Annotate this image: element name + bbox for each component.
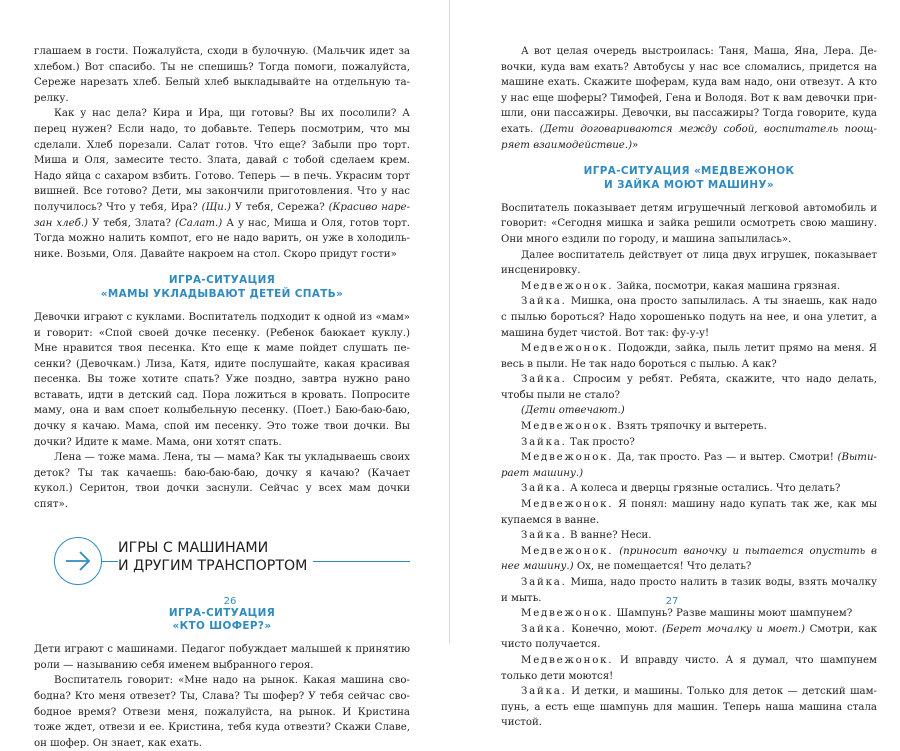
paragraph: А вот целая очередь выстроилась: Таня, Маша, Яна, Лера. Девочки, куда вам ехать? Автобусы у нас все сломались, придется на машине ехать. Скажите шоферам, куда вам надо, они отвезут. А кто у нас еще шоферы? Тимофей, Гена и Володя. Вот к вам девочки пришли, они пассажиры. Девочки, вы пассажиры? Тогда говорите, куда ехать. (Дети договариваются между собой, воспитатель поощряет взаимодействие.)» bbox=[501, 46, 877, 151]
left-page bbox=[34, 44, 410, 751]
dialogue-line: Зайка. А колеса и дверцы грязные остались. Что делать? bbox=[521, 483, 841, 495]
arrow-right-icon bbox=[64, 550, 92, 572]
dialogue-line: Медвежонок. Подожди, зайка, пыль летит прямо на меня. Я весь в пыли. Не так надо бороться с пылью. А как? bbox=[501, 343, 877, 370]
section-heading bbox=[34, 535, 410, 593]
dialogue-line: Медвежонок. Да, так просто. Раз — и вытер. Смотри! (Вытирает машину.) bbox=[501, 452, 877, 479]
dialogue-line: Медвежонок. Взять тряпочку и вытереть. bbox=[521, 421, 767, 433]
subsection-heading: ИГРА-СИТУАЦИЯ «МАМЫ УКЛАДЫВАЮТ ДЕТЕЙ СПАТЬ» bbox=[100, 274, 344, 301]
paragraph: Как у нас дела? Кира и Ира, щи готовы? Вы их посолили? А перец нужен? Если надо, то добавьте. Теперь посмотрим, что мы сделали. Хлеб порезали. Салат готов. Что еще? Забыли про торт. Миша и Оля, замесите тесто. Злата, давай с тобой сделаем крем. Надо яйца с сахаром взбить. Готово. Теперь — в печь. Украсим торт вишней. Все готово? Дети, мы закончили приготовления. Что у нас получилось? Что у тебя, Ира? (Щи.) У тебя, Сережа? (Красиво нарезан хлеб.) У тебя, Злата? (Салат.) А у нас, Миша и Оля, готов торт. Тогда можно налить компот, его не надо варить, он уже в холoдильнике. Возьми, Оля. Давайте накроем на стол. Скоро придут гости» bbox=[34, 108, 411, 260]
right-page bbox=[501, 44, 877, 731]
subsection-heading: ИГРА-СИТУАЦИЯ «КТО ШОФЕР?» bbox=[168, 606, 276, 633]
dialogue-line: Медвежонок. Шампунь? Разве машины моют шампунем? bbox=[521, 608, 853, 620]
paragraph: Дети играют с машинами. Педагог побуждает малышей к принятию роли — называнию себя именем выбранного героя. bbox=[34, 644, 410, 671]
page-number: 26 bbox=[223, 596, 237, 607]
dialogue-line: Медвежонок. Зайка, посмотри, какая машина грязная. bbox=[521, 280, 841, 292]
stage-direction: (Дети отвечают.) bbox=[521, 405, 625, 417]
section-title: ИГРЫ С МАШИНАМИ И ДРУГИМ ТРАНСПОРТОМ bbox=[118, 539, 313, 575]
dialogue-line: Зайка. Миша, надо просто налить в тазик воды, взять мочалку и мыть. bbox=[501, 577, 877, 604]
dialogue-line: Зайка. Так просто? bbox=[521, 436, 635, 448]
paragraph: Лена — тоже мама. Лена, ты — мама? Как ты укладываешь своих деток? Ты так качаешь: баю-баю-баю, дочку я качаю? (Качает кукол.) Серитон, твои дочки заснули. Сейчас у всех мам дочки спят». bbox=[34, 452, 410, 511]
paragraph: Воспитатель говорит: «Мне надо на рынок. Какая машина свободна? Кто меня отвезет? Ты, Слава? Ты шофер? У тебя сейчас свободное время? Отвези меня, пожалуйста, на рынок. И Кристина тоже ждет, отвези и ее. Кристина, тебя куда отвезти? Скажи Славе, он шофер. Он знает, как ехать. bbox=[34, 675, 410, 749]
page-gutter bbox=[449, 0, 450, 644]
dialogue-line: Медвежонок. И вправду чисто. А я думал, что шампунем только дети моются! bbox=[501, 654, 877, 682]
dialogue-line: Зайка. И детки, и машины. Только для деток — детский шампунь, а есть еще шампунь для машин. Теперь наша машина стала чистой. bbox=[501, 686, 877, 729]
dialogue-line: Медвежонок. Я понял: машину надо купать так же, как мы купаемся в ванне. bbox=[501, 499, 877, 526]
paragraph: Воспитатель показывает детям игрушечный легковой автомобиль и говорит: «Сегодня мишка и зайка решили осмотреть свою машину. Они много ездили по городу, и машина запылилась». bbox=[501, 202, 877, 245]
page-number: 27 bbox=[665, 596, 679, 607]
paragraph: Далее воспитатель действует от лица двух игрушек, показывает инсценировку. bbox=[501, 249, 877, 277]
subsection-heading: ИГРА-СИТУАЦИЯ «МЕДВЕЖОНОК И ЗАЙКА МОЮТ МАШИНУ» bbox=[583, 165, 795, 191]
dialogue-line: Зайка. В ванне? Неси. bbox=[521, 530, 652, 542]
dialogue-line: Зайка. Мишка, она просто запылилась. А ты знаешь, как надо с пылью бороться? Надо хорошенько подуть на нее, и она улетит, а машина будет чистой. Вот так: фу-у-у! bbox=[501, 296, 877, 339]
dialogue-line: Медвежонок. (приносит ваночку и пытается опустить в нее машину.) Ох, не помещается! Что делать? bbox=[501, 545, 877, 573]
dialogue-line: Зайка. Конечно, моют. (Берет мочалку и моет.) Смотри, как чисто получается. bbox=[501, 623, 878, 651]
section-circle bbox=[54, 537, 102, 585]
dialogue-line: Зайка. Спросим у ребят. Ребята, скажите, что надо делать, чтобы пыли не стало? bbox=[501, 374, 878, 401]
paragraph: Девочки играют с куклами. Воспитатель подходит к одной из «мам» и говорит: «Спой своей дочке песенку. (Ребенок баюкает куклу.) Мне нравится твоя песенка. Кто еще к маме пойдет слушать песенки? (Девочкам.) Лиза, Катя, идите послушайте, какая красивая песенка. Вы тоже хотите спать? Уже поздно, завтра нужно рано вставать, идти в детский сад. Пора ложиться в кровать. Попросите маму, она и вам споет колыбельную песенку. (Поет.) Баю-баю-баю, дочку я качаю. Мама, спой им песенку. Это тоже твои дочки. Вы дочки? Идите к маме. Мама, они хотят спать. bbox=[34, 311, 410, 448]
paragraph: глашаем в гости. Пожалуйста, сходи в булочную. (Мальчик идет за хлебом.) Вот спасибо. Ты не спешишь? Тогда помоги, пожалуйста, Сереже нарезать хлеб. Белый хлеб выкладывайте на отдельную тарелку. bbox=[34, 46, 410, 104]
